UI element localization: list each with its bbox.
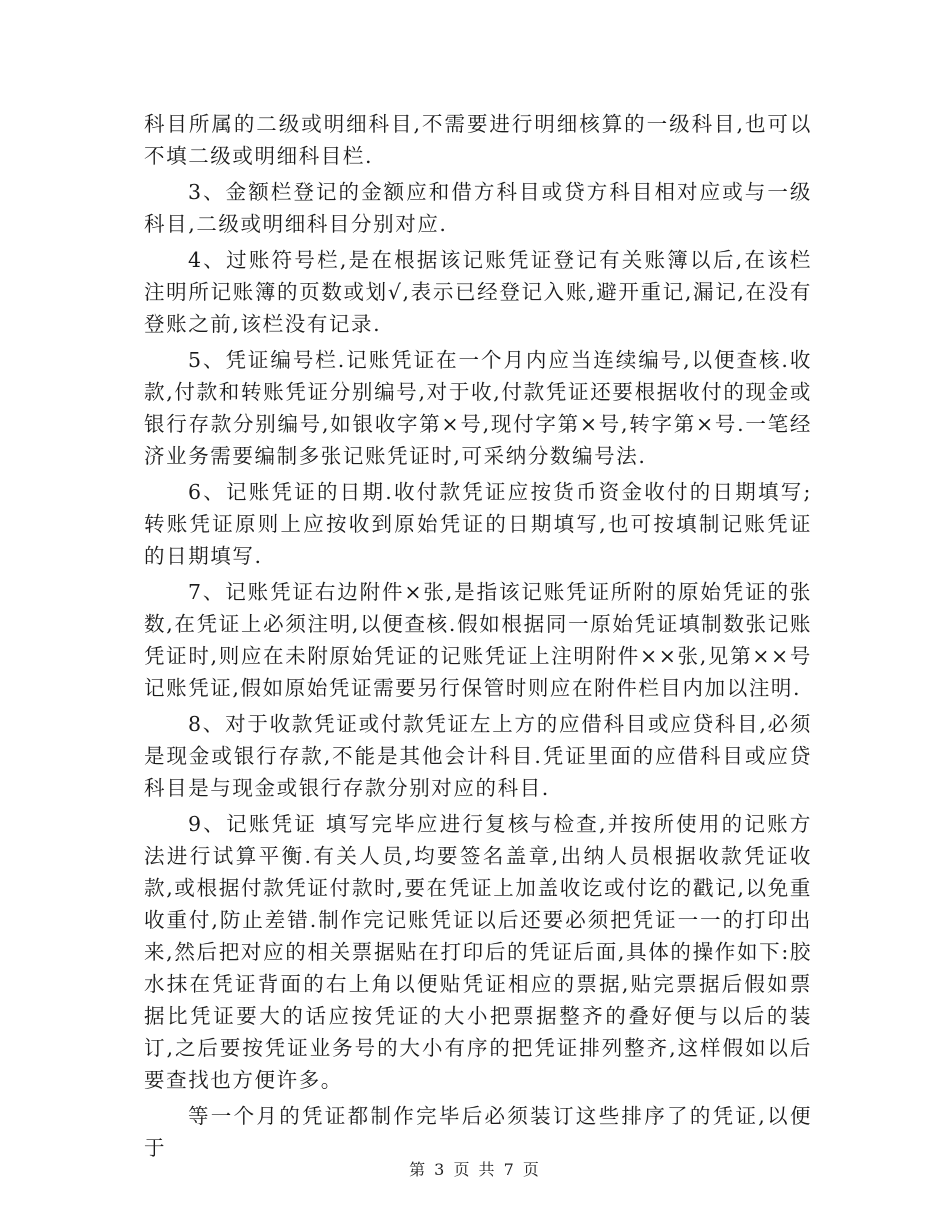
- paragraph-item-3: 3、金额栏登记的金额应和借方科目或贷方科目相对应或与一级科目,二级或明细科目分别对应.: [144, 180, 812, 236]
- paragraph-item-4: 4、过账符号栏,是在根据该记账凭证登记有关账簿以后,在该栏注明所记账簿的页数或划√,表示已经登记入账,避开重记,漏记,在没有登账之前,该栏没有记录.: [144, 248, 812, 336]
- paragraph-item-8: 8、对于收款凭证或付款凭证左上方的应借科目或应贷科目,必须是现金或银行存款,不能是其他会计科目.凭证里面的应借科目或应贷科目是与现金或银行存款分别对应的科目.: [144, 712, 812, 800]
- paragraph-item-6: 6、记账凭证的日期.收付款凭证应按货币资金收付的日期填写;转账凭证原则上应按收到原始凭证的日期填写,也可按填制记账凭证的日期填写.: [144, 480, 812, 568]
- paragraph-closing: 等一个月的凭证都制作完毕后必须装订这些排序了的凭证,以便于: [144, 1104, 812, 1160]
- paragraph-continuation: 科目所属的二级或明细科目,不需要进行明细核算的一级科目,也可以不填二级或明细科目栏.: [144, 112, 812, 168]
- page-body: [144, 108, 812, 1164]
- paragraph-item-5: 5、凭证编号栏.记账凭证在一个月内应当连续编号,以便查核.收款,付款和转账凭证分别编号,对于收,付款凭证还要根据收付的现金或银行存款分别编号,如银收字第×号,现付字第×号,转字第×号.一笔经济业务需要编制多张记账凭证时,可采纳分数编号法.: [144, 348, 812, 468]
- page-number-footer: 第 3 页 共 7 页: [409, 1160, 541, 1179]
- paragraph-item-9: 9、记账凭证 填写完毕应进行复核与检查,并按所使用的记账方法进行试算平衡.有关人员,均要签名盖章,出纳人员根据收款凭证收款,或根据付款凭证付款时,要在凭证上加盖收讫或付讫的戳记,以免重收重付,防止差错.制作完记账凭证以后还要必须把凭证一一的打印出来,然后把对应的相关票据贴在打印后的凭证后面,具体的操作如下:胶水抹在凭证背面的右上角以便贴凭证相应的票据,贴完票据后假如票据比凭证要大的话应按凭证的大小把票据整齐的叠好便与以后的装订,之后要按凭证业务号的大小有序的把凭证排列整齐,这样假如以后要查找也方便许多。: [144, 812, 812, 1092]
- paragraph-item-7: 7、记账凭证右边附件×张,是指该记账凭证所附的原始凭证的张数,在凭证上必须注明,以便查核.假如根据同一原始凭证填制数张记账凭证时,则应在未附原始凭证的记账凭证上注明附件××张,见第××号记账凭证,假如原始凭证需要另行保管时则应在附件栏目内加以注明.: [144, 580, 812, 700]
